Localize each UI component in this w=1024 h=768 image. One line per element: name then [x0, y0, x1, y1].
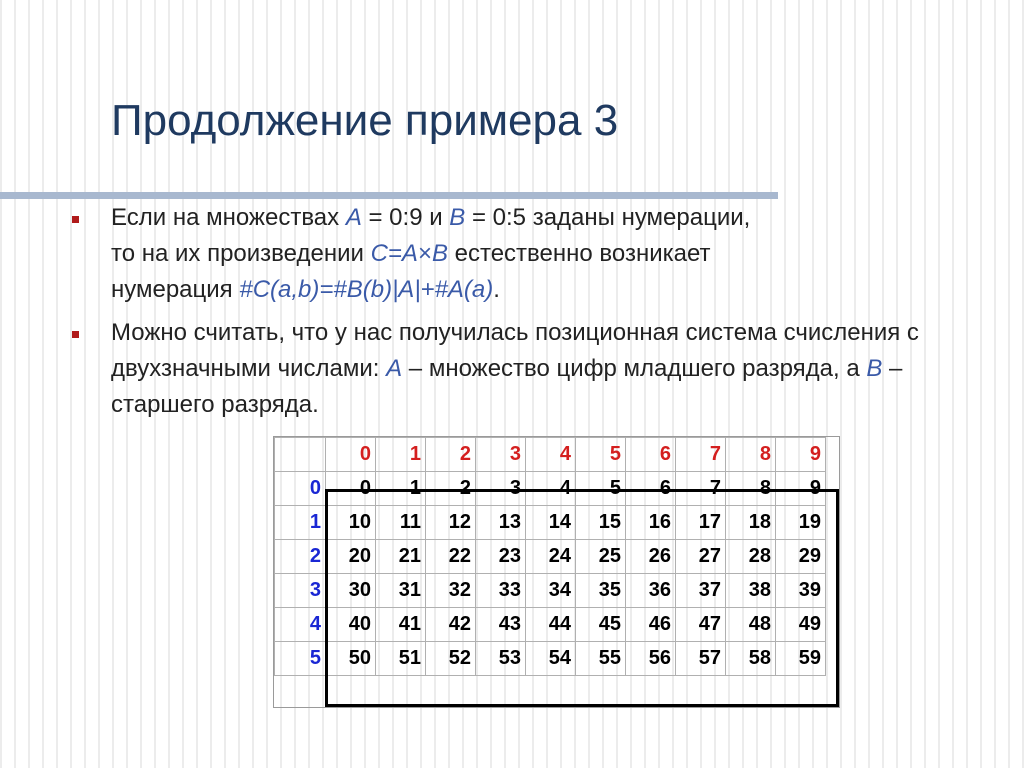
table-cell: 55 — [576, 642, 626, 676]
table-cell: 21 — [376, 540, 426, 574]
table-cell: 43 — [476, 608, 526, 642]
times-symbol: × — [417, 240, 432, 267]
table-cell: 27 — [676, 540, 726, 574]
table-cell: 22 — [426, 540, 476, 574]
text-fragment: = 0:5 заданы нумерации, — [465, 204, 751, 231]
text-fragment: . — [493, 276, 500, 303]
table-cell: 32 — [426, 574, 476, 608]
table-cell: 16 — [626, 506, 676, 540]
table-cell: 48 — [726, 608, 776, 642]
text-fragment: то на их произведении — [111, 240, 371, 267]
text-fragment: Можно считать, что у нас получилась позиционная система счисления с двухзначными числами: — [111, 319, 919, 382]
row-header-1: 1 — [275, 506, 326, 540]
table-cell: 52 — [426, 642, 476, 676]
table-cell: 11 — [376, 506, 426, 540]
table-cell: 1 — [376, 472, 426, 506]
table-cell: 9 — [776, 472, 826, 506]
column-header-2: 2 — [426, 438, 476, 472]
table-cell: 49 — [776, 608, 826, 642]
table-cell: 58 — [726, 642, 776, 676]
table-cell: 19 — [776, 506, 826, 540]
numbering-table — [274, 437, 826, 676]
math-set-b: B — [449, 204, 466, 231]
table-cell: 10 — [326, 506, 376, 540]
row-header-0: 0 — [275, 472, 326, 506]
table-cell: 25 — [576, 540, 626, 574]
math-set-a: A — [345, 204, 362, 231]
bullet-square-icon — [72, 216, 79, 223]
column-header-0: 0 — [326, 438, 376, 472]
column-header-4: 4 — [526, 438, 576, 472]
table-cell: 8 — [726, 472, 776, 506]
table-cell: 57 — [676, 642, 726, 676]
table-cell: 6 — [626, 472, 676, 506]
row-header-3: 3 — [275, 574, 326, 608]
slide-title: Продолжение примера 3 — [111, 96, 619, 145]
row-header-2: 2 — [275, 540, 326, 574]
table-cell: 47 — [676, 608, 726, 642]
table-cell: 54 — [526, 642, 576, 676]
column-header-7: 7 — [676, 438, 726, 472]
table-row — [275, 608, 826, 642]
column-header-6: 6 — [626, 438, 676, 472]
table-cell: 5 — [576, 472, 626, 506]
table-cell: 23 — [476, 540, 526, 574]
text-fragment: – множество цифр младшего разряда, а — [402, 355, 867, 382]
table-cell: 36 — [626, 574, 676, 608]
table-row — [275, 540, 826, 574]
table-cell: 34 — [526, 574, 576, 608]
text-fragment: Если на множествах — [111, 204, 346, 231]
bullet-text-2 — [111, 315, 1011, 423]
table-cell: 26 — [626, 540, 676, 574]
bullet-item-2 — [72, 315, 1002, 423]
column-header-8: 8 — [726, 438, 776, 472]
table-cell: 46 — [626, 608, 676, 642]
table-cell: 29 — [776, 540, 826, 574]
column-header-5: 5 — [576, 438, 626, 472]
table-cell: 33 — [476, 574, 526, 608]
table-row — [275, 642, 826, 676]
table-cell: 2 — [426, 472, 476, 506]
table-cell: 40 — [326, 608, 376, 642]
math-set-a: A — [386, 355, 403, 382]
table-cell: 44 — [526, 608, 576, 642]
table-cell: 38 — [726, 574, 776, 608]
table-cell: 15 — [576, 506, 626, 540]
table-row — [275, 574, 826, 608]
text-fragment: = 0:9 и — [361, 204, 450, 231]
table-cell: 7 — [676, 472, 726, 506]
table-cell: 28 — [726, 540, 776, 574]
math-set-b: B — [431, 240, 448, 267]
table-cell: 0 — [326, 472, 376, 506]
math-product: C=A — [370, 240, 418, 267]
title-underline — [0, 192, 778, 199]
column-header-1: 1 — [376, 438, 426, 472]
table-cell: 24 — [526, 540, 576, 574]
table-cell: 53 — [476, 642, 526, 676]
table-cell: 3 — [476, 472, 526, 506]
table-corner-cell — [275, 438, 326, 472]
table-row — [275, 506, 826, 540]
table-cell: 50 — [326, 642, 376, 676]
table-cell: 20 — [326, 540, 376, 574]
table-cell: 4 — [526, 472, 576, 506]
table-cell: 17 — [676, 506, 726, 540]
table-cell: 41 — [376, 608, 426, 642]
bullet-square-icon — [72, 331, 79, 338]
row-header-5: 5 — [275, 642, 326, 676]
table-cell: 56 — [626, 642, 676, 676]
bullet-list — [72, 200, 1002, 430]
table-cell: 45 — [576, 608, 626, 642]
table-cell: 59 — [776, 642, 826, 676]
table-cell: 30 — [326, 574, 376, 608]
table-cell: 13 — [476, 506, 526, 540]
table-cell: 42 — [426, 608, 476, 642]
text-fragment: – старшего разряда. — [111, 355, 903, 418]
table-cell: 39 — [776, 574, 826, 608]
row-header-4: 4 — [275, 608, 326, 642]
table-header-row — [275, 438, 826, 472]
bullet-text-1 — [111, 200, 1002, 308]
math-set-b: B — [866, 355, 883, 382]
numbering-formula: #C(a,b)=#B(b)|A|+#A(a) — [239, 276, 494, 303]
table-cell: 14 — [526, 506, 576, 540]
column-header-9: 9 — [776, 438, 826, 472]
column-header-3: 3 — [476, 438, 526, 472]
table-cell: 37 — [676, 574, 726, 608]
text-fragment: естественно возникает — [447, 240, 711, 267]
table-cell: 51 — [376, 642, 426, 676]
table-row — [275, 472, 826, 506]
table-cell: 31 — [376, 574, 426, 608]
table-cell: 18 — [726, 506, 776, 540]
table-cell: 35 — [576, 574, 626, 608]
table-cell: 12 — [426, 506, 476, 540]
text-fragment: нумерация — [111, 276, 240, 303]
bullet-item-1 — [72, 200, 1002, 308]
